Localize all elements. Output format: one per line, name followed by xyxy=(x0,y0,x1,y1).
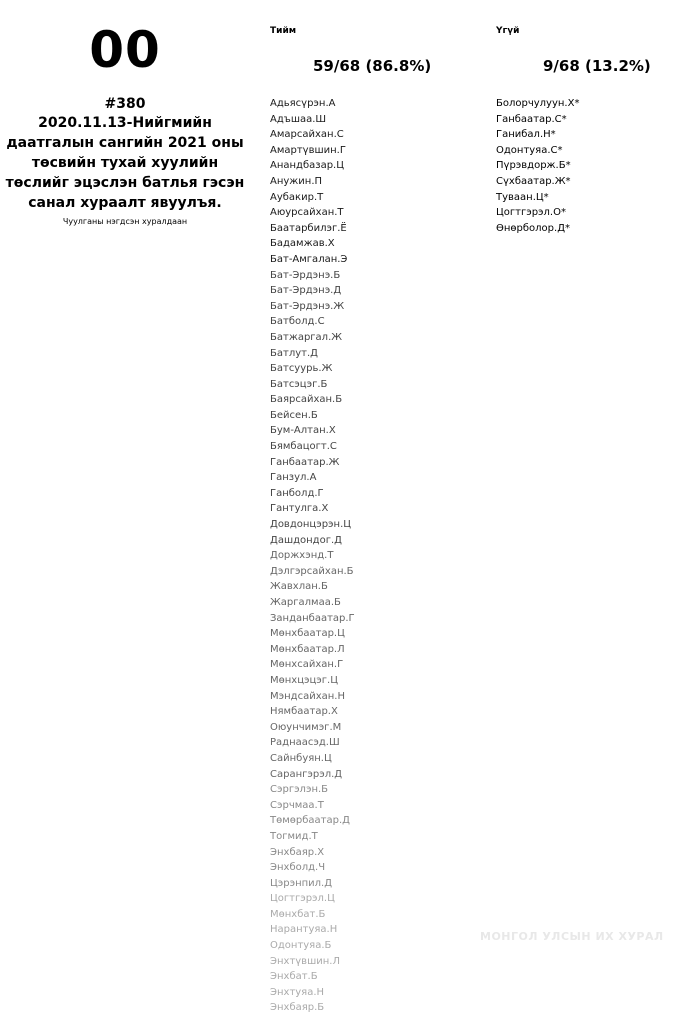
member-name: Нямбаатар.Х xyxy=(270,706,338,718)
session-label: Чуулганы нэгдсэн хуралдаан xyxy=(62,217,188,226)
member-name: Дашдондог.Д xyxy=(270,534,342,546)
member-name: Мэндсайхан.Н xyxy=(270,690,345,702)
member-name: Жаргалмаа.Б xyxy=(270,597,341,608)
member-name: Сайнбуян.Ц xyxy=(270,752,332,764)
member-name: Мөнхбаатар.Л xyxy=(270,643,345,655)
member-name: Ганбаатар.Ж xyxy=(270,456,340,468)
member-name: Батсуурь.Ж xyxy=(270,363,333,375)
member-name: Анужин.П xyxy=(270,175,323,187)
member-name: Цэрэнпил.Д xyxy=(270,877,333,889)
yes-total: 59/68 (86.8%) xyxy=(313,57,432,75)
member-name: Төмөрбаатар.Д xyxy=(270,815,350,827)
member-name: Энхбаяр.Х xyxy=(270,846,325,858)
member-name: Энхтүвшин.Л xyxy=(270,955,340,967)
member-name: Занданбаатар.Г xyxy=(270,612,355,624)
watermark: МОНГОЛ УЛСЫН ИХ ХУРАЛ xyxy=(480,930,664,943)
member-name: Ганибал.Н* xyxy=(496,129,556,141)
yes-column-heading: Тийм xyxy=(270,26,297,36)
member-name: Бямбацогт.С xyxy=(270,441,337,453)
member-name: Батлут.Д xyxy=(270,347,318,359)
member-name: Сэргэлэн.Б xyxy=(270,784,329,796)
member-name: Мөнхбаатар.Ц xyxy=(270,628,345,640)
member-name: Гантулга.Х xyxy=(270,503,329,515)
member-name: Бат-Эрдэнэ.Б xyxy=(270,269,341,281)
member-name: Энхбат.Б xyxy=(270,971,318,983)
member-name: Одонтуяа.С* xyxy=(496,144,563,156)
member-name: Тогмид.Т xyxy=(270,830,318,842)
member-name: Энхбаяр.Б xyxy=(270,1002,325,1014)
member-name: Цогтгэрэл.Ц xyxy=(270,893,335,905)
member-name: Батжаргал.Ж xyxy=(270,331,343,343)
member-name: Сарангэрэл.Д xyxy=(270,768,343,780)
member-name: Бадамжав.Х xyxy=(270,238,335,250)
member-name: Цогтгэрэл.О* xyxy=(496,207,566,219)
member-name: Баярсайхан.Б xyxy=(270,394,343,406)
member-name: Довдонцэрэн.Ц xyxy=(270,519,352,531)
no-column-heading: Үгүй xyxy=(496,26,520,36)
member-name: Бат-Эрдэнэ.Д xyxy=(270,285,342,297)
big-number: 00 xyxy=(89,21,161,79)
member-name: Оюунчимэг.М xyxy=(270,721,342,733)
member-name: Батсэцэг.Б xyxy=(270,378,328,390)
motion-title: 2020.11.13-Нийгмийн даатгалын сангийн 2021 оны төсвийн тухай хуулийн төслийг эцэслэн батлья гэсэн санал хураалт явуулъя. xyxy=(5,115,245,211)
member-name: Сэрчмаа.Т xyxy=(270,799,324,811)
member-name: Дэлгэрсайхан.Б xyxy=(270,565,354,577)
member-name: Баатарбилэг.Ё xyxy=(270,222,347,234)
member-name: Одонтуяа.Б xyxy=(270,940,332,952)
member-name: Энхболд.Ч xyxy=(270,862,326,874)
no-member-list xyxy=(496,96,579,236)
member-name: Адъшаа.Ш xyxy=(270,113,327,125)
member-name: Жавхлан.Б xyxy=(270,581,328,593)
member-name: Раднаасэд.Ш xyxy=(270,737,340,749)
member-name: Туваан.Ц* xyxy=(496,191,549,203)
member-name: Ганболд.Г xyxy=(270,487,324,499)
member-name: Адьясүрэн.А xyxy=(270,98,336,109)
member-name: Аюурсайхан.Т xyxy=(270,207,344,219)
member-name: Ганбаатар.С* xyxy=(496,113,567,125)
member-name: Ганзул.А xyxy=(270,472,317,484)
member-name: Амарсайхан.С xyxy=(270,129,344,141)
member-name: Бум-Алтан.Х xyxy=(270,425,336,437)
member-name: Болорчулуун.Х* xyxy=(496,98,580,109)
member-name: Пүрэвдорж.Б* xyxy=(496,160,571,172)
member-name: Аубакир.Т xyxy=(270,191,324,203)
member-name: Мөнхбат.Б xyxy=(270,908,326,920)
member-name: Мөнхцэцэг.Ц xyxy=(270,674,338,686)
yes-member-list xyxy=(270,96,355,1016)
member-name: Бат-Эрдэнэ.Ж xyxy=(270,300,345,312)
member-name: Бат-Амгалан.Э xyxy=(270,253,348,265)
member-name: Доржхэнд.Т xyxy=(270,550,334,562)
member-name: Өнөрболор.Д* xyxy=(496,222,571,234)
member-name: Энхтуяа.Н xyxy=(270,986,325,998)
member-name: Мөнхсайхан.Г xyxy=(270,659,344,671)
motion-id: #380 xyxy=(104,96,146,112)
no-total: 9/68 (13.2%) xyxy=(543,57,651,75)
member-name: Батболд.С xyxy=(270,316,325,328)
member-name: Анандбазар.Ц xyxy=(270,160,344,172)
member-name: Амартүвшин.Г xyxy=(270,144,346,156)
member-name: Сүхбаатар.Ж* xyxy=(496,175,571,187)
member-name: Нарантуяа.Н xyxy=(270,924,338,936)
member-name: Бейсен.Б xyxy=(270,409,318,421)
